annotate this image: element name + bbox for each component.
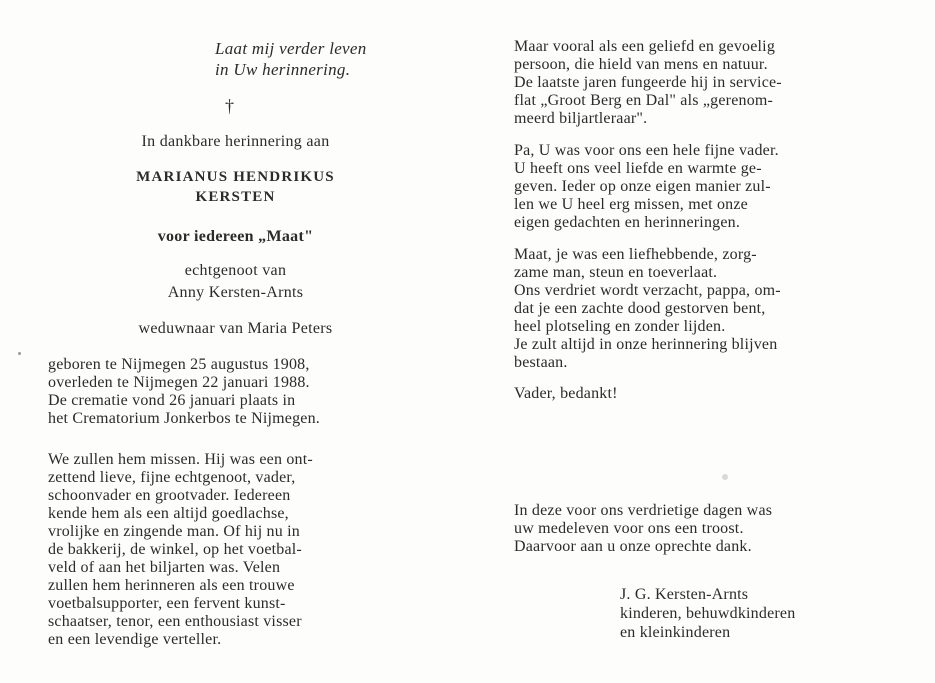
dedication-line: In dankbare herinnering aan [141,133,330,150]
father-paragraph: Pa, U was voor ons een hele fijne vader. U heeft ons veel liefde en warmte ge- geven. Ieder op onze eigen manier zul- len we U heel erg missen, met onze eigen gedachten en herinneringen. [514,142,779,231]
gratitude-paragraph: In deze voor ons verdrietige dagen was uw medeleven voor ons een troost. Daarvoor aan u onze oprechte dank. [514,502,773,555]
husband-paragraph: Maat, je was een liefhebbende, zorg- zame man, steun en toeverlaat. Ons verdriet wordt verzacht, pappa, om- dat je een zachte dood gestorven bent, heel plotseling en zonder lijden. Je zult altijd in onze herinnering blijven bestaan. [514,246,781,371]
thanks-father-line: Vader, bedankt! [514,385,618,402]
character-paragraph: Maar vooral als een geliefd en gevoelig persoon, die hield van mens en natuur. De laatste jaren fungeerde hij in service- flat „Groot Berg en Dal" als „gerenom- meerd biljartleraar". [514,38,782,127]
birth-death-paragraph: geboren te Nijmegen 25 augustus 1908, overleden te Nijmegen 22 januari 1988. De crematie vond 26 januari plaats in het Crematorium Jonkerbos te Nijmegen. [48,356,320,427]
tribute-paragraph: We zullen hem missen. Hij was een ont- zettend lieve, fijne echtgenoot, vader, schoonvader en grootvader. Iedereen kende hem als een altijd goedlachse, vrolijke en zingende man. Of hij nu in de bakkerij, de winkel, op het voetbal- veld of aan het biljarten was. Velen zullen hem herinneren als een trouwe voetbalsupporter, een fervent kunst- schaatser, tenor, een enthousiast visser en een levendige verteller. [48,451,313,648]
paper-speck [722,474,728,480]
spouse-line: echtgenoot van Anny Kersten-Arnts [167,262,304,301]
cross-icon: † [225,96,234,116]
family-signature: J. G. Kersten-Arnts kinderen, behuwdkinderen en kleinkinderen [620,586,796,641]
paper-speck [18,352,21,355]
widower-line: weduwnaar van Maria Peters [138,320,333,337]
nickname-line: voor iedereen „Maat" [157,228,314,245]
deceased-name: MARIANUS HENDRIKUS KERSTEN [136,169,335,205]
motto-verse: Laat mij verder leven in Uw herinnering. [215,39,367,79]
